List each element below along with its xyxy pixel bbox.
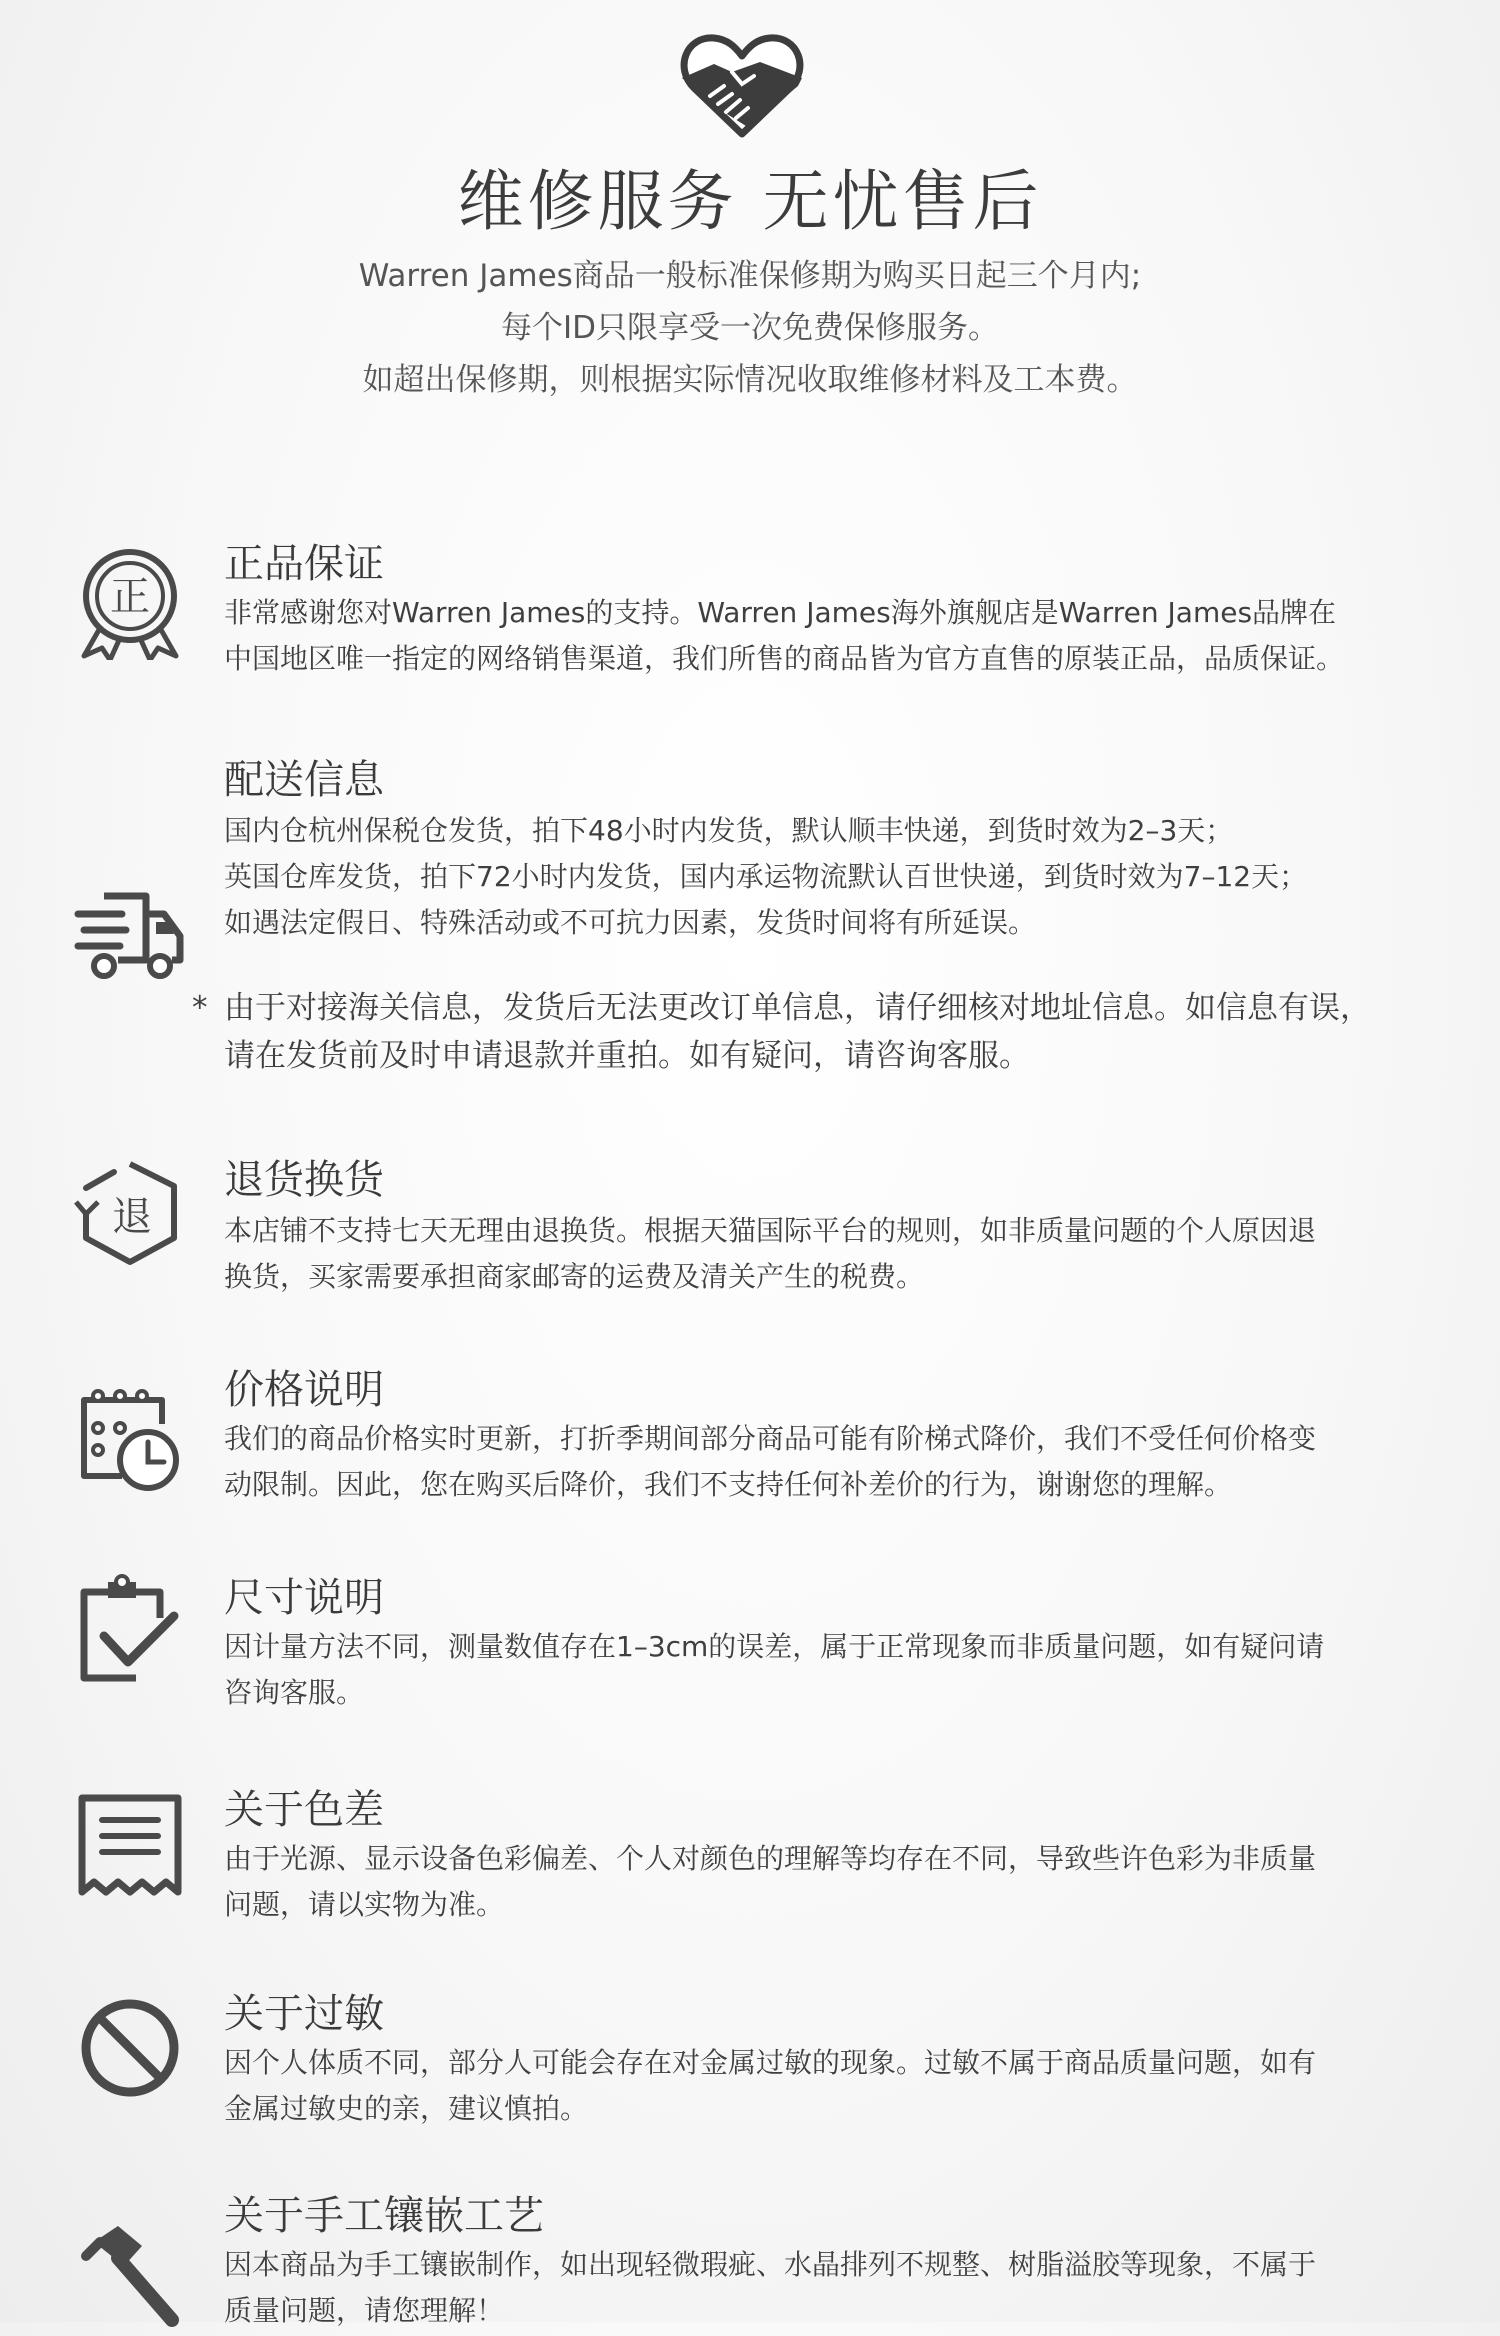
- intro-line: 每个ID只限享受一次免费保修服务。: [500, 310, 999, 346]
- body-line: 咨询客服。: [224, 1676, 365, 1709]
- intro-text: [0, 250, 1500, 406]
- note-line: 由于对接海关信息，发货后无法更改订单信息，请仔细核对地址信息。如信息有误，: [224, 990, 1371, 1026]
- body-line: 因计量方法不同，测量数值存在1–3cm的误差，属于正常现象而非质量问题，如有疑问请: [224, 1630, 1325, 1663]
- intro-line: 如超出保修期，则根据实际情况收取维修材料及工本费。: [362, 362, 1138, 398]
- delivery-truck-icon: [74, 878, 186, 990]
- hammer-icon: [74, 2220, 186, 2332]
- body-line: 我们的商品价格实时更新，打折季期间部分商品可能有阶梯式降价，我们不受任何价格变: [224, 1422, 1317, 1455]
- intro-line: Warren James商品一般标准保修期为购买日起三个月内;: [358, 258, 1142, 294]
- page-title: 维修服务 无忧售后: [457, 163, 1043, 240]
- heart-handshake-icon: [680, 30, 804, 138]
- body-line: 质量问题，请您理解！: [224, 2294, 505, 2327]
- body-line: 换货，买家需要承担商家邮寄的运费及清关产生的税费。: [224, 1260, 925, 1293]
- prohibited-icon: [74, 1992, 186, 2104]
- section-title: 价格说明: [224, 1367, 384, 1413]
- body-line: 由于光源、显示设备色彩偏差、个人对颜色的理解等均存在不同，导致些许色彩为非质量: [224, 1842, 1317, 1875]
- section-body: [224, 1416, 1464, 1508]
- section-body: [224, 1208, 1464, 1300]
- section-body: [224, 590, 1464, 682]
- section-title: 尺寸说明: [224, 1575, 384, 1621]
- body-line: 国内仓杭州保税仓发货，拍下48小时内发货，默认顺丰快递，到货时效为2–3天；: [224, 814, 1234, 847]
- section-title: 关于过敏: [224, 1991, 384, 2037]
- receipt-icon: [74, 1788, 186, 1900]
- return-exchange-icon: [74, 1158, 186, 1270]
- section-body: [224, 808, 1464, 946]
- section-title: 退货换货: [224, 1157, 384, 1203]
- clipboard-check-icon: [74, 1574, 186, 1686]
- note-asterisk: *: [192, 990, 208, 1026]
- body-line: 英国仓库发货，拍下72小时内发货，国内承运物流默认百世快递，到货时效为7–12天；: [224, 860, 1308, 893]
- body-line: 如遇法定假日、特殊活动或不可抗力因素，发货时间将有所延误。: [224, 906, 1037, 939]
- body-line: 问题，请以实物为准。: [224, 1888, 505, 1921]
- body-line: 动限制。因此，您在购买后降价，我们不支持任何补差价的行为，谢谢您的理解。: [224, 1468, 1233, 1501]
- section-title: 关于手工镶嵌工艺: [224, 2193, 544, 2239]
- section-body: [224, 2242, 1464, 2334]
- calendar-clock-icon: [74, 1384, 186, 1496]
- section-body: [224, 1624, 1464, 1716]
- body-line: 因个人体质不同，部分人可能会存在对金属过敏的现象。过敏不属于商品质量问题，如有: [224, 2046, 1317, 2079]
- svg-text:正: 正: [110, 574, 150, 620]
- body-line: 因本商品为手工镶嵌制作，如出现轻微瑕疵、水晶排列不规整、树脂溢胶等现象，不属于: [224, 2248, 1317, 2281]
- authentic-badge-icon: [74, 548, 186, 660]
- section-title: 配送信息: [224, 757, 384, 803]
- section-body: [224, 2040, 1464, 2132]
- section-title: 关于色差: [224, 1787, 384, 1833]
- body-line: 本店铺不支持七天无理由退换货。根据天猫国际平台的规则，如非质量问题的个人原因退: [224, 1214, 1317, 1247]
- body-line: 非常感谢您对Warren James的支持。Warren James海外旗舰店是Warren James品牌在: [224, 596, 1337, 629]
- section-title: 正品保证: [224, 541, 384, 587]
- body-line: 中国地区唯一指定的网络销售渠道，我们所售的商品皆为官方直售的原装正品，品质保证。: [224, 642, 1345, 675]
- body-line: 金属过敏史的亲，建议慎拍。: [224, 2092, 589, 2125]
- note-line: 请在发货前及时申请退款并重拍。如有疑问，请咨询客服。: [224, 1038, 1030, 1074]
- section-body: [224, 1836, 1464, 1928]
- svg-text:退: 退: [112, 1194, 152, 1240]
